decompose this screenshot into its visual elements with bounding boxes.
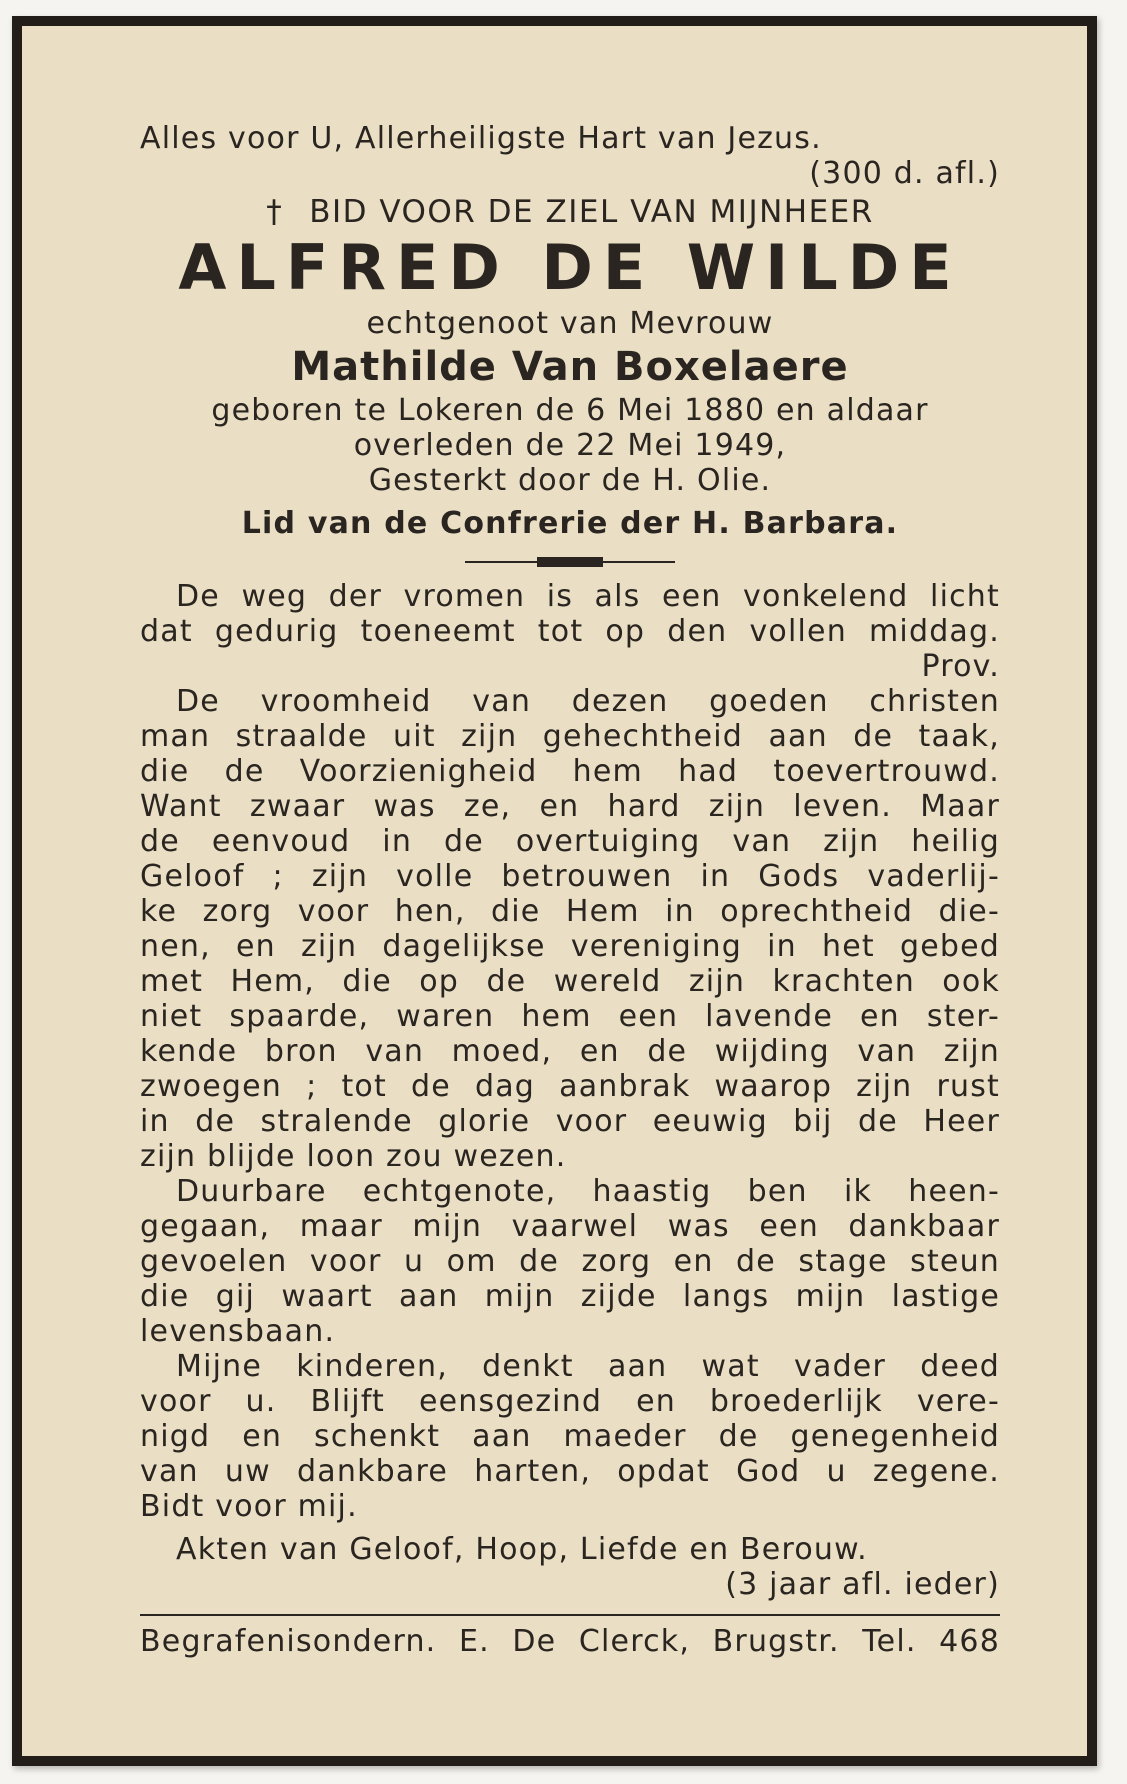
birth-line: geboren te Lokeren de 6 Mei 1880 en aldaar: [211, 393, 929, 428]
body-line: met Hem, die op de wereld zijn krachten ook: [140, 964, 1000, 999]
deceased-name: ALFRED DE WILDE: [178, 232, 962, 304]
quote-line: De weg der vromen is als een vonkelend licht: [176, 579, 1000, 614]
body-line: Geloof ; zijn volle betrouwen in Gods vaderlij-: [140, 859, 1000, 894]
prayer-request-text: BID VOOR DE ZIEL VAN MIJNHEER: [309, 195, 874, 230]
body-line: nigd en schenkt aan maeder de genegenheid: [140, 1419, 1000, 1454]
spouse-name: Mathilde Van Boxelaere: [291, 344, 849, 390]
body-line: in de stralende glorie voor eeuwig bij de Heer: [140, 1104, 1000, 1139]
quote-source: Prov.: [921, 649, 1000, 684]
dedication-indulgence: (300 d. afl.): [809, 156, 1000, 191]
body-line: zwoegen ; tot de dag aanbrak waarop zijn rust: [140, 1069, 1000, 1104]
death-line: overleden de 22 Mei 1949,: [353, 428, 787, 463]
body-line: zijn blijde loon zou wezen.: [140, 1139, 567, 1174]
prayer-request: [140, 195, 1000, 230]
body-line: Want zwaar was ze, en hard zijn leven. Maar: [140, 789, 1000, 824]
body-line: Bidt voor mij.: [140, 1489, 358, 1524]
body-line: voor u. Blijft eensgezind en broederlijk vere-: [140, 1384, 1000, 1419]
sacrament-line: Gesterkt door de H. Olie.: [368, 463, 772, 498]
footer-rule: [140, 1614, 1000, 1616]
body-line: die de Voorzienigheid hem had toevertrouwd.: [140, 754, 1000, 789]
body-line: niet spaarde, waren hem een lavende en ster-: [140, 999, 1000, 1034]
body-line: gevoelen voor u om de zorg en de stage steun: [140, 1244, 1000, 1279]
body-line: die gij waart aan mijn zijde langs mijn lastige: [140, 1279, 1000, 1314]
membership-line: Lid van de Confrerie der H. Barbara.: [241, 506, 899, 541]
body-line: ke zorg voor hen, die Hem in oprechtheid die-: [140, 894, 1000, 929]
cross-icon: †: [266, 195, 284, 230]
body-line: Duurbare echtgenote, haastig ben ik heen-: [176, 1174, 1000, 1209]
body-line: Mijne kinderen, denkt aan wat vader deed: [176, 1349, 1000, 1384]
body-line: gegaan, maar mijn vaarwel was een dankbaar: [140, 1209, 1000, 1244]
ornamental-divider: [465, 555, 675, 569]
body-line: kende bron van moed, en de wijding van zijn: [140, 1034, 1000, 1069]
body-line: man straalde uit zijn gehechtheid aan de taak,: [140, 719, 1000, 754]
body-line: nen, en zijn dagelijkse vereniging in het gebed: [140, 929, 1000, 964]
spouse-intro: echtgenoot van Mevrouw: [366, 306, 774, 341]
card-content: [140, 121, 1000, 1659]
printer-line: Begrafenisondern. E. De Clerck, Brugstr. Tel. 468: [140, 1624, 1000, 1659]
body-line: levensbaan.: [140, 1314, 336, 1349]
closing-acts: Akten van Geloof, Hoop, Liefde en Berouw.: [176, 1532, 868, 1567]
body-line: de eenvoud in de overtuiging van zijn heilig: [140, 824, 1000, 859]
quote-line: dat gedurig toeneemt tot op den vollen middag.: [140, 614, 1000, 649]
dedication-line: Alles voor U, Allerheiligste Hart van Jezus.: [140, 121, 822, 156]
body-line: De vroomheid van dezen goeden christen: [176, 684, 1000, 719]
closing-indulgence: (3 jaar afl. ieder): [725, 1567, 1000, 1602]
body-line: van uw dankbare harten, opdat God u zegene.: [140, 1454, 1000, 1489]
memorial-card: [12, 16, 1097, 1766]
